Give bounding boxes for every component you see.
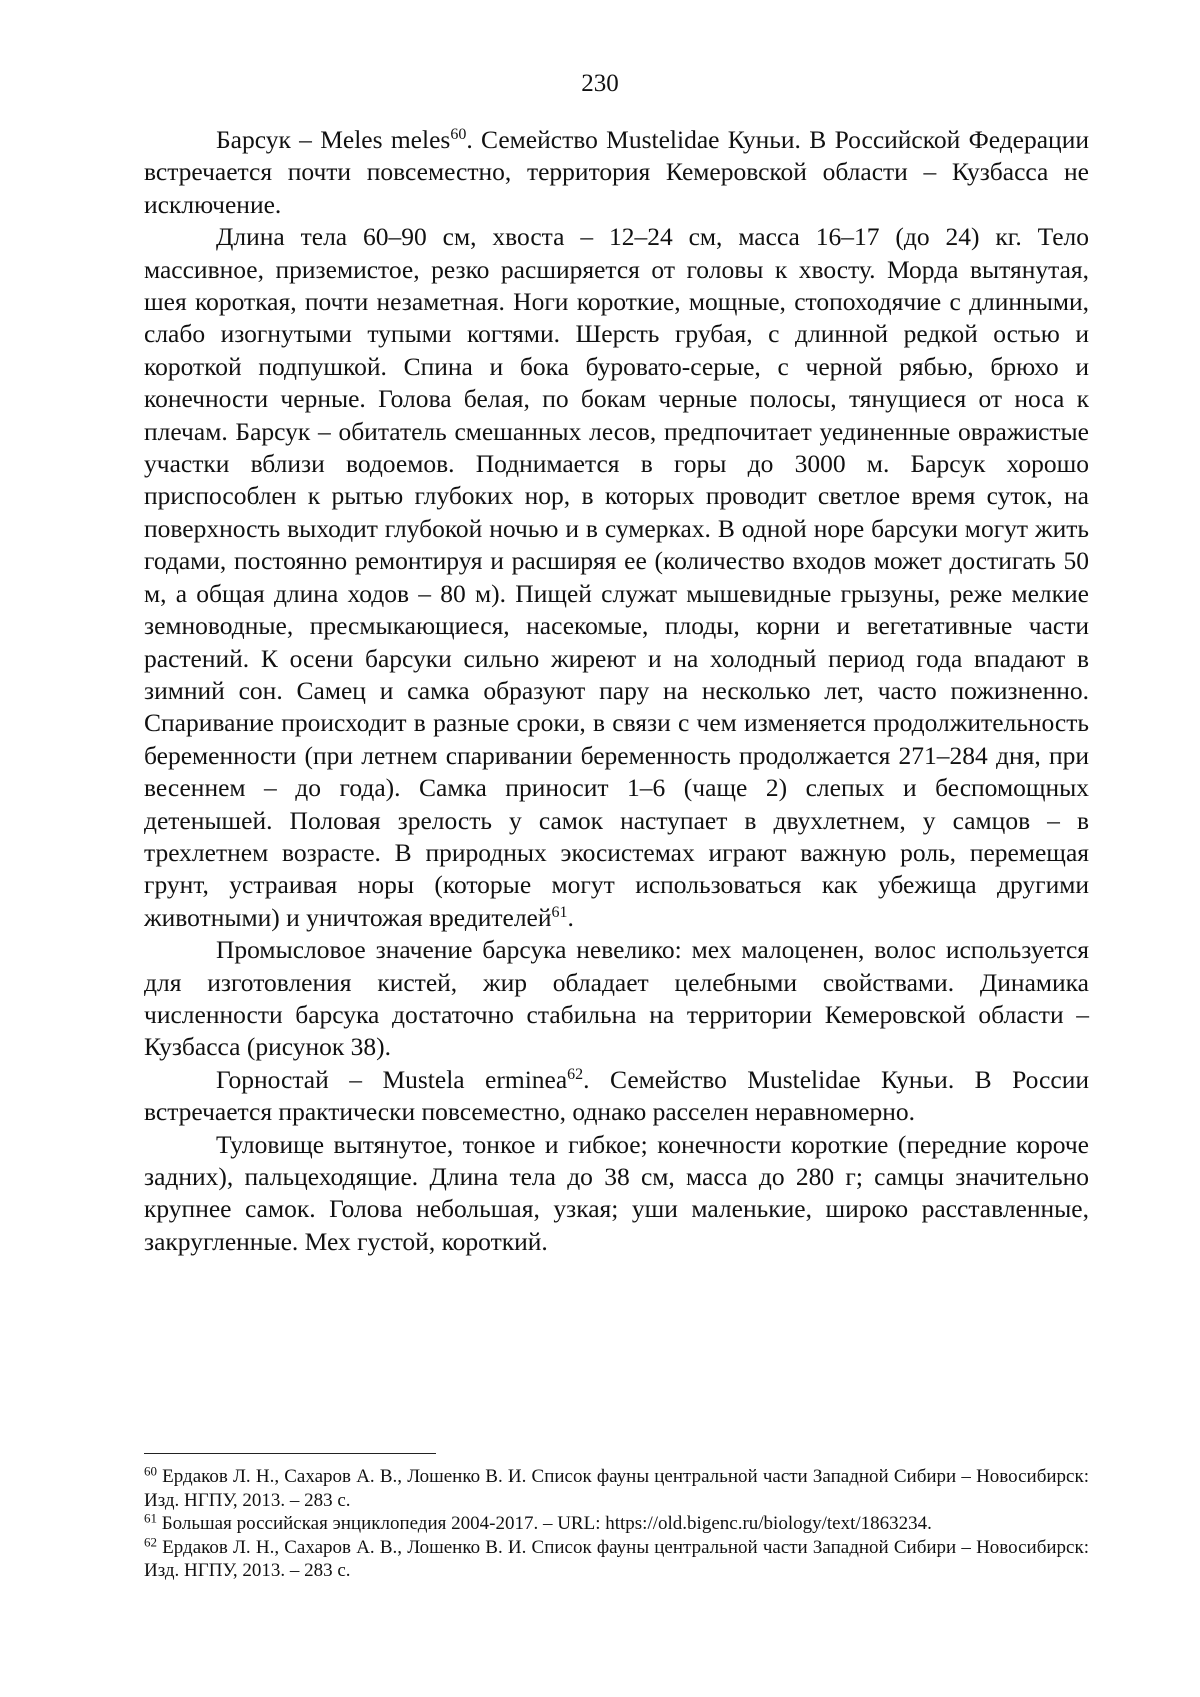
text-run: . Семейство Mustelidae Куньи. В Российской Федерации встречается почти повсеместно, территория Кемеровской области – Кузбасса не исключение. [144, 125, 1089, 219]
paragraph-ermine-intro [144, 1064, 1089, 1129]
text-run: Туловище вытянутое, тонкое и гибкое; конечности короткие (передние короче задних), пальцеходящие. Длина тела до 38 см, масса до 280 г; самцы значительно крупнее самок. Голова небольшая, узкая; уши маленькие, широко расставленные, закругленные. Мех густой, короткий. [144, 1129, 1089, 1256]
footnote-61 [144, 1512, 1089, 1536]
footnote-text: Ердаков Л. Н., Сахаров А. В., Лошенко В. И. Список фауны центральной части Западной Сибири – Новосибирск: Изд. НГПУ, 2013. – 283 с. [144, 1536, 1089, 1581]
text-run: . Семейство Mustelidae Куньи. В России встречается практически повсеместно, однако расселен неравномерно. [144, 1064, 1089, 1127]
footnote-text: Большая российская энциклопедия 2004-2017. – URL: https://old.bigenc.ru/biology/text/1863234. [157, 1513, 932, 1534]
footnote-ref[interactable]: 60 [450, 126, 467, 144]
footnote-62 [144, 1536, 1089, 1583]
text-run: Длина тела 60–90 см, хвоста – 12–24 см, масса 16–17 (до 24) кг. Тело массивное, приземистое, резко расширяется от головы к хвосту. Морда вытянутая, шея короткая, почти незаметная. Ноги короткие, мощные, стопоходячие с длинными, слабо изогнутыми тупыми когтями. Шерсть грубая, с длинной редкой остью и короткой подпушкой. Спина и бока буровато-серые, с черной рябью, брюхо и конечности черные. Голова белая, по бокам черные полосы, тянущиеся от носа к плечам. Барсук – обитатель смешанных лесов, предпочитает уединенные овражистые участки вблизи водоемов. Поднимается в горы до 3000 м. Барсук хорошо приспособлен к рытью глубоких нор, в которых проводит светлое время суток, на поверхность выходит глубокой ночью и в сумерках. В одной норе барсуки могут жить годами, постоянно ремонтируя и расширяя ее (количество входов может достигать 50 м, а общая длина ходов – 80 м). Пищей служат мышевидные грызуны, реже мелкие земноводные, пресмыкающиеся, насекомые, плоды, корни и вегетативные части растений. К осени барсуки сильно жиреют и на холодный период года впадают в зимний сон. Самец и самка образуют пару на несколько лет, часто пожизненно. Спаривание происходит в разные сроки, в связи с чем изменяется продолжительность беременности (при летнем спаривании беременность продолжается 271–284 дня, при весеннем – до года). Самка приносит 1–6 (чаще 2) слепых и беспомощных детенышей. Половая зрелость у самок наступает в двухлетнем, у самцов – в трехлетнем возрасте. В природных экосистемах играют важную роль, перемещая грунт, устраивая норы (которые могут использоваться как убежища другими животными) и уничтожая вредителей [144, 222, 1089, 932]
body-text [144, 124, 1089, 1258]
text-run: . [567, 902, 574, 932]
footnote-divider [144, 1453, 436, 1454]
footnotes [144, 1465, 1089, 1583]
page-number: 230 [581, 70, 619, 97]
footnote-text: Ердаков Л. Н., Сахаров А. В., Лошенко В. И. Список фауны центральной части Западной Сибири – Новосибирск: Изд. НГПУ, 2013. – 283 с. [144, 1466, 1089, 1511]
footnote-number: 61 [144, 1510, 157, 1526]
text-run: Промысловое значение барсука невелико: мех малоценен, волос используется для изготовления кистей, жир обладает целебными свойствами. Динамика численности барсука достаточно стабильна на территории Кемеровской области – Кузбасса (рисунок 38). [144, 935, 1089, 1062]
footnote-number: 62 [144, 1534, 157, 1549]
footnote-60 [144, 1465, 1089, 1512]
paragraph-badger-description [144, 221, 1089, 934]
paragraph-badger-intro [144, 124, 1089, 221]
text-run: Горностай – Mustela erminea [216, 1064, 568, 1094]
paragraph-ermine-description [144, 1129, 1089, 1259]
footnote-ref[interactable]: 61 [551, 903, 568, 921]
footnote-number: 60 [144, 1463, 157, 1479]
footnote-ref[interactable]: 62 [567, 1065, 584, 1083]
text-run: Барсук – Meles meles [216, 125, 451, 154]
paragraph-badger-commercial [144, 934, 1089, 1064]
